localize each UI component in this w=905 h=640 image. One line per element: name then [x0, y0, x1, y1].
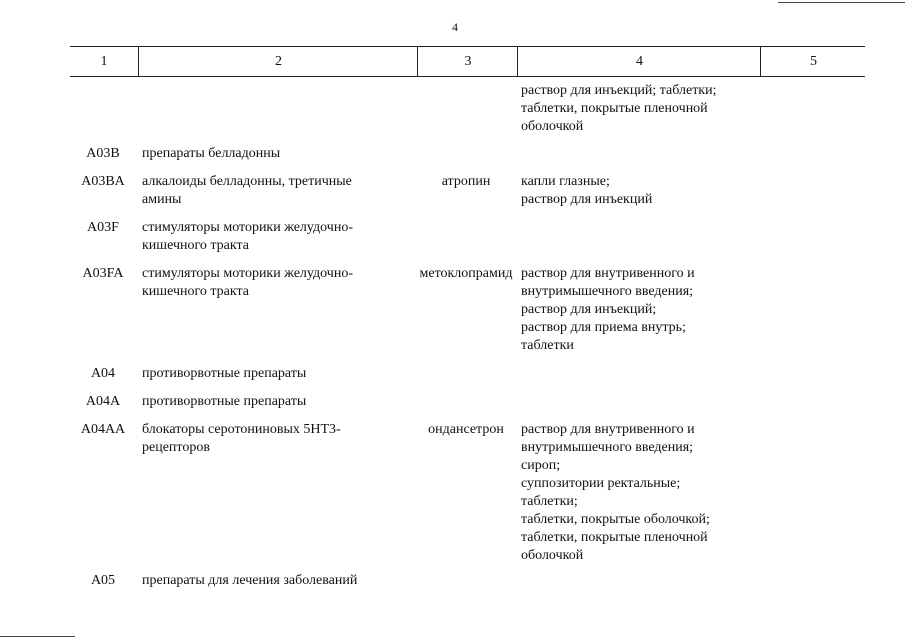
atc-group-name: противорвотные препараты — [142, 394, 307, 409]
page-number: 4 — [452, 20, 458, 34]
dosage-forms: раствор для инъекций; таблетки; таблетки, покрытые пленочной оболочкой — [521, 83, 717, 134]
table-header — [70, 46, 865, 77]
header-col-3: 3 — [417, 47, 518, 76]
bottom-left-edge-line — [0, 636, 75, 637]
atc-code: A04AA — [80, 422, 126, 437]
top-right-edge-line — [778, 2, 905, 3]
drug-name: ондансетрон — [428, 422, 504, 437]
header-col-5: 5 — [760, 47, 866, 76]
drug-name: метоклопрамид — [419, 266, 513, 281]
atc-code: A05 — [90, 573, 116, 588]
dosage-forms: капли глазные; раствор для инъекций — [521, 174, 653, 207]
drug-name: атропин — [441, 174, 491, 189]
header-col-2: 2 — [138, 47, 418, 76]
atc-group-name: стимуляторы моторики желудочно-кишечного тракта — [142, 266, 353, 299]
atc-code: A03F — [87, 220, 119, 235]
atc-code: A04 — [90, 366, 116, 381]
header-col-1: 1 — [100, 54, 108, 69]
atc-group-name: алкалоиды белладонны, третичные амины — [142, 174, 352, 207]
atc-code: A03B — [86, 146, 120, 161]
atc-code: A03BA — [81, 174, 125, 189]
dosage-forms: раствор для внутривенного и внутримышечного введения; сироп; суппозитории ректальные; таблетки; таблетки, покрытые оболочкой; таблетки, покрытые пленочной оболочкой — [521, 422, 710, 563]
atc-code: A04A — [85, 394, 121, 409]
header-col-4: 4 — [517, 47, 761, 76]
atc-group-name: препараты белладонны — [142, 146, 281, 161]
dosage-forms: раствор для внутривенного и внутримышечного введения; раствор для инъекций; раствор для приема внутрь; таблетки — [521, 266, 695, 353]
atc-group-name: противорвотные препараты — [142, 366, 307, 381]
atc-group-name: стимуляторы моторики желудочно-кишечного тракта — [142, 220, 353, 253]
atc-group-name: препараты для лечения заболеваний — [142, 573, 358, 588]
atc-code: A03FA — [82, 266, 124, 281]
atc-group-name: блокаторы серотониновых 5HT3-рецепторов — [142, 422, 341, 455]
